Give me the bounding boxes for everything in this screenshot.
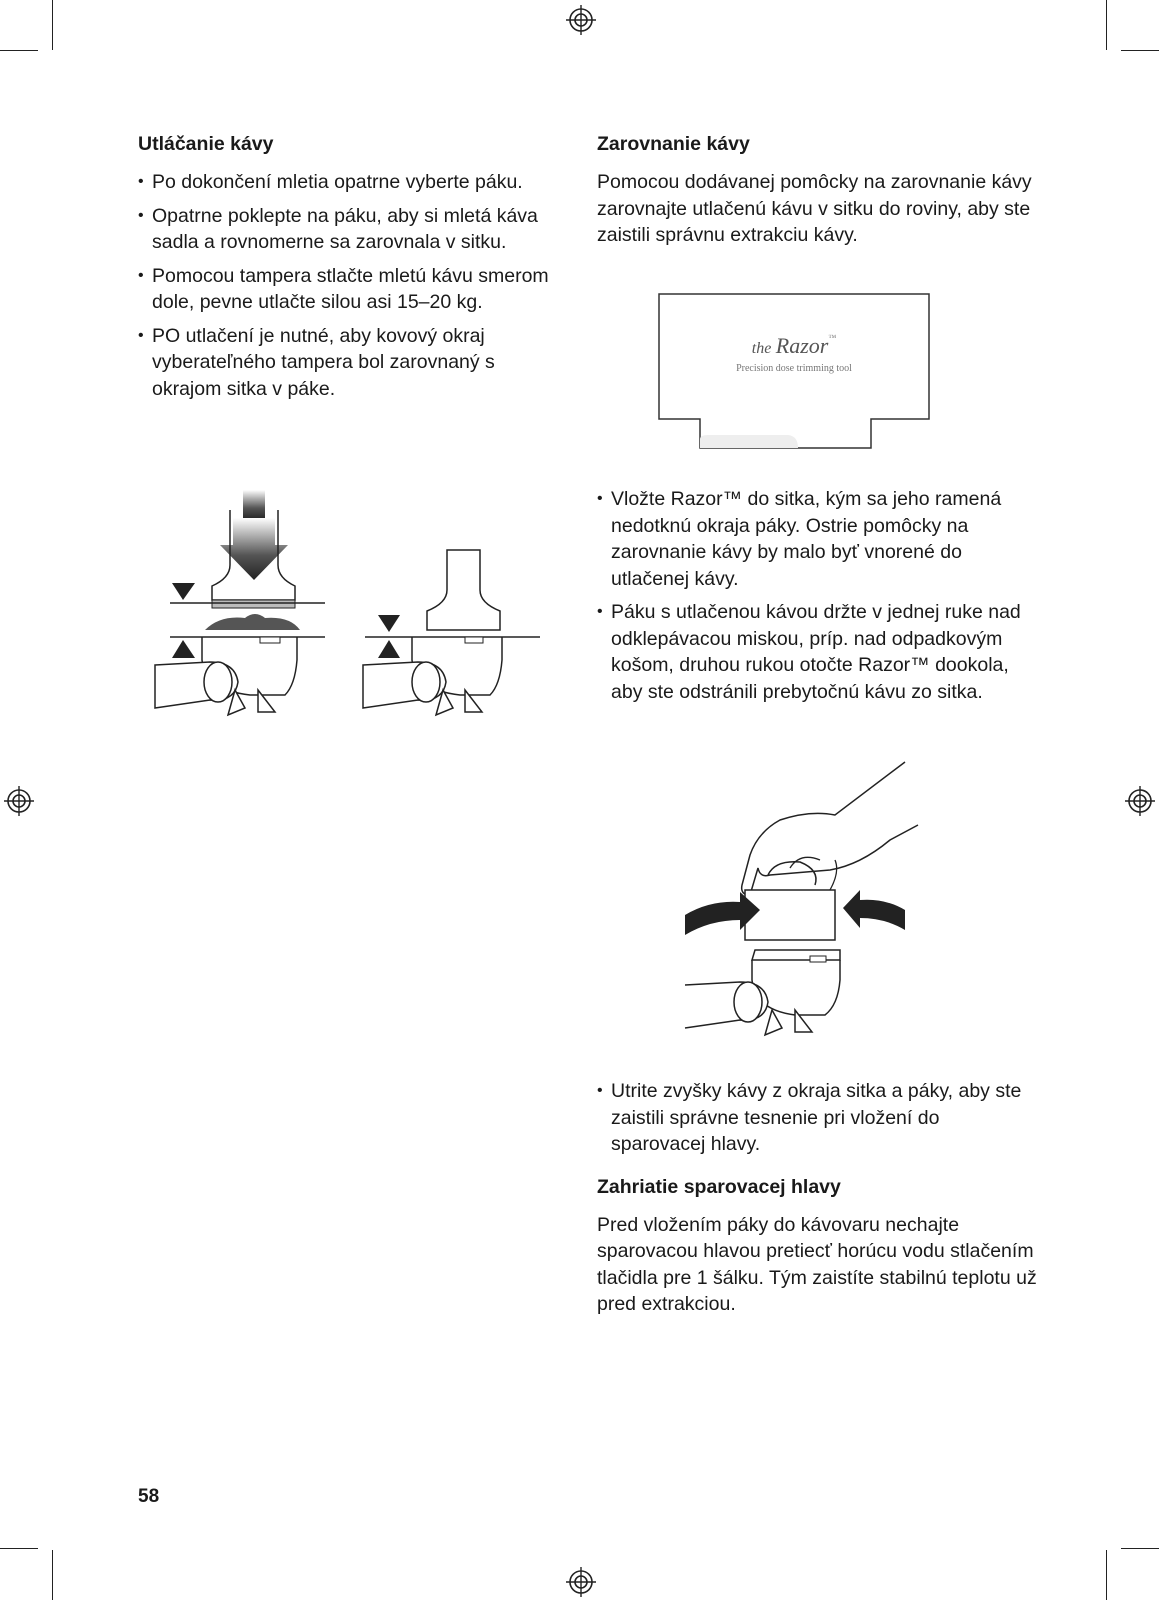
- right-column: [597, 131, 1037, 249]
- cleanup-steps-list: [597, 1078, 1037, 1158]
- left-column: [138, 131, 568, 409]
- crop-mark: [52, 1550, 53, 1600]
- preheating-text: Pred vložením páky do kávovaru nechajte sparovacou hlavou pretiecť horúcu vodu stlačením tlačidla pre 1 šálku. Tým zaistíte stabilnú teplotu už pred extrakciou.: [597, 1213, 1037, 1315]
- list-item: • Pomocou tampera stlačte mletú kávu smerom dole, pevne utlačte silou asi 15–20 kg.: [138, 263, 568, 316]
- list-item: • Opatrne poklepte na páku, aby si mletá káva sadla a rovnomerne sa zarovnala v sitku.: [138, 203, 568, 256]
- crop-mark: [1106, 1550, 1107, 1600]
- leveling-intro: Pomocou dodávanej pomôcky na zarovnanie kávy zarovnajte utlačenú kávu v sitku do roviny, aby ste zaistili správnu extrakciu kávy.: [597, 171, 1032, 246]
- registration-mark-icon: [566, 5, 596, 35]
- razor-brand-the: the: [751, 340, 772, 357]
- list-item: • Utrite zvyšky kávy z okraja sitka a páky, aby ste zaistili správne tesnenie pri vložení do sparovacej hlavy.: [597, 1078, 1037, 1158]
- section-heading-preheating: Zahriatie sparovacej hlavy: [597, 1175, 841, 1198]
- registration-mark-icon: [566, 1567, 596, 1597]
- section-heading-tamping: Utláčanie kávy: [138, 133, 274, 155]
- razor-rotation-illustration: [680, 760, 920, 1060]
- registration-mark-icon: [1125, 786, 1155, 816]
- crop-mark: [1121, 1548, 1159, 1549]
- registration-mark-icon: [4, 786, 34, 816]
- razor-tagline: Precision dose trimming tool: [736, 363, 852, 374]
- razor-trademark: ™: [828, 333, 837, 342]
- list-item: • Vložte Razor™ do sitka, kým sa jeho ramená nedotknú okraja páky. Ostrie pomôcky na zarovnanie kávy by malo byť vnorené do utlačenej kávy.: [597, 486, 1037, 592]
- list-item: • PO utlačení je nutné, aby kovový okraj vyberateľného tampera bol zarovnaný s okrajom sitka v páke.: [138, 323, 568, 403]
- crop-mark: [52, 0, 53, 50]
- crop-mark: [1121, 50, 1159, 51]
- crop-mark: [0, 50, 38, 51]
- list-item: • Po dokončení mletia opatrne vyberte páku.: [138, 169, 568, 196]
- tamper-press-scene: [155, 490, 325, 715]
- razor-tool-illustration: [658, 293, 930, 449]
- cleanup-section: [597, 1078, 1037, 1318]
- page-number: 58: [138, 1486, 160, 1507]
- list-item: • Páku s utlačenou kávou držte v jednej ruke nad odklepávacou miskou, príp. nad odpadkovým košom, druhou rukou otočte Razor™ dookola, aby ste odstránili prebytočnú kávu zo sitka.: [597, 599, 1037, 705]
- tamper-level-scene: [363, 550, 540, 715]
- razor-steps-list: [597, 486, 1037, 705]
- section-heading-leveling: Zarovnanie kávy: [597, 133, 750, 155]
- tamping-steps-list: [138, 169, 568, 402]
- razor-steps: [597, 486, 1037, 712]
- crop-mark: [0, 1548, 38, 1549]
- crop-mark: [1106, 0, 1107, 50]
- tamping-illustration: [150, 490, 550, 730]
- razor-brand-name: Razor: [775, 333, 829, 358]
